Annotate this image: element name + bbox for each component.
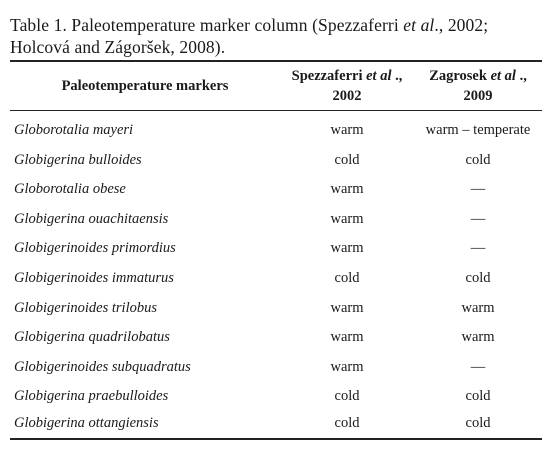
table-header-rule	[10, 110, 542, 111]
spezzaferri-value: warm	[330, 181, 364, 198]
zagrosek-value: cold	[465, 415, 491, 431]
table-caption	[10, 14, 546, 58]
spezzaferri-value: cold	[334, 270, 360, 286]
species-name: Globigerina ottangiensis	[14, 415, 159, 431]
spezzaferri-value: warm	[330, 358, 364, 375]
spezzaferri-value: cold	[334, 151, 360, 168]
zagrosek-value: —	[470, 240, 486, 257]
spezzaferri-value: warm	[330, 240, 364, 257]
header-spezzaferri-name: Spezzaferri	[291, 68, 367, 84]
species-name: Globorotalia mayeri	[14, 122, 134, 138]
table-row	[10, 238, 542, 268]
zagrosek-value: —	[470, 358, 486, 375]
table-row	[10, 327, 542, 357]
species-name: Globigerina praebulloides	[14, 388, 169, 405]
caption-text-end: ., 2002; Holcová and Zágoršek, 2008).	[10, 15, 489, 57]
zagrosek-value: warm	[461, 329, 495, 346]
header-zagrosek-name: Zagrosek	[429, 68, 491, 84]
table-bottom-rule	[10, 438, 542, 440]
spezzaferri-value: warm	[330, 329, 364, 346]
zagrosek-value: cold	[465, 151, 491, 168]
species-name: Globigerina bulloides	[14, 151, 142, 168]
zagrosek-value: —	[470, 181, 486, 198]
zagrosek-value: cold	[465, 270, 491, 286]
species-name: Globorotalia obese	[14, 181, 126, 198]
table-top-rule	[10, 60, 542, 62]
spezzaferri-value: warm	[330, 122, 364, 138]
zagrosek-value: —	[470, 210, 486, 227]
caption-et-al: et al	[403, 15, 435, 35]
spezzaferri-value: warm	[330, 210, 364, 227]
species-name: Globigerinoides primordius	[14, 240, 176, 257]
spezzaferri-value: warm	[330, 299, 364, 316]
zagrosek-value: warm	[461, 299, 495, 316]
caption-text-start: Table 1. Paleotemperature marker column (Spezzaferri	[10, 15, 404, 35]
table-row	[10, 150, 542, 180]
spezzaferri-value: cold	[334, 388, 360, 405]
header-paleotemperature-markers: Paleotemperature markers	[61, 78, 229, 94]
species-name: Globigerinoides trilobus	[14, 299, 157, 316]
species-name: Globigerinoides immaturus	[14, 270, 174, 286]
table-row	[10, 268, 542, 298]
header-spezzaferri-2002	[280, 66, 414, 106]
header-zagrosek-2009	[414, 66, 542, 106]
header-spezzaferri-year: 2002	[332, 88, 362, 104]
table-row	[10, 298, 542, 328]
spezzaferri-value: cold	[334, 415, 360, 431]
header-zagrosek-tail: .,	[515, 68, 527, 84]
zagrosek-value: cold	[465, 388, 491, 405]
table-row	[10, 386, 542, 416]
header-zagrosek-et-al: et al	[490, 68, 516, 84]
table-row	[10, 209, 542, 239]
header-spezzaferri-tail: .,	[391, 68, 403, 84]
table-row	[10, 120, 542, 150]
header-spezzaferri-et-al: et al	[366, 68, 392, 84]
zagrosek-value: warm – temperate	[425, 122, 531, 138]
table-row	[10, 357, 542, 387]
species-name: Globigerina quadrilobatus	[14, 329, 170, 346]
species-name: Globigerina ouachitaensis	[14, 210, 169, 227]
header-zagrosek-year: 2009	[463, 88, 493, 104]
species-name: Globigerinoides subquadratus	[14, 358, 191, 375]
table-row	[10, 179, 542, 209]
